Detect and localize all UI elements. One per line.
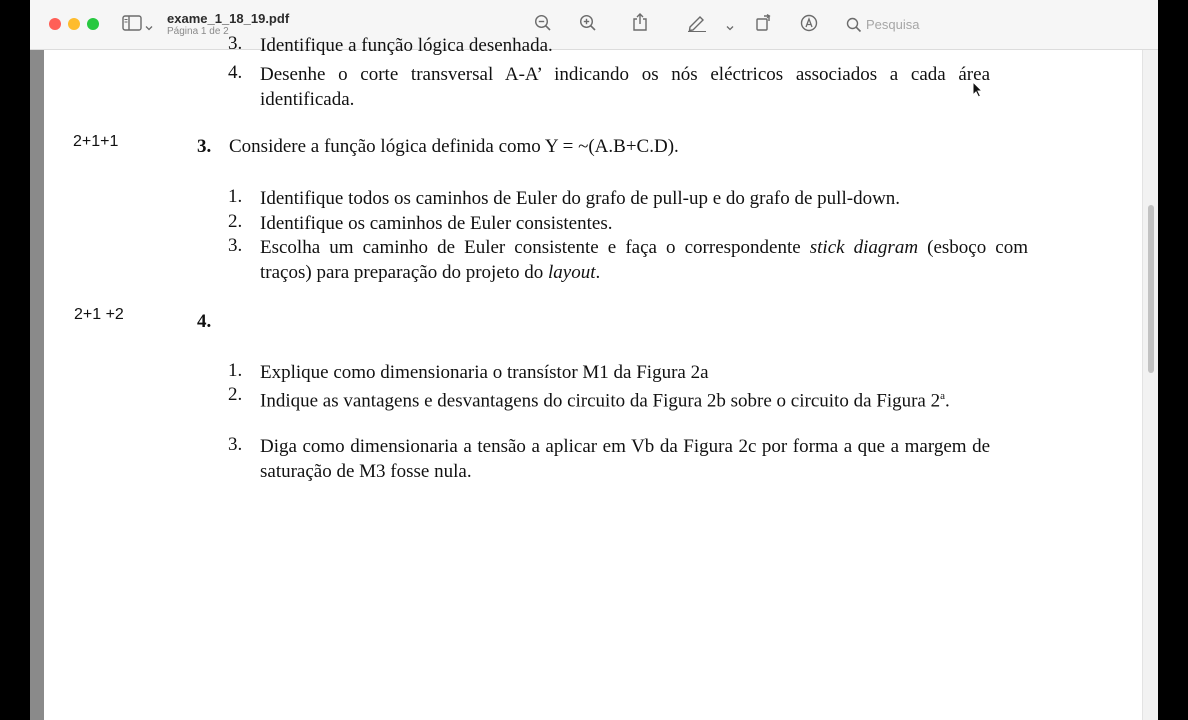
question-statement: Considere a função lógica definida como Y = ~(A.B+C.D). [229,136,679,157]
close-window-button[interactable] [49,18,61,30]
item-text: Identifique a função lógica desenhada. [260,35,553,56]
share-icon[interactable] [632,12,648,37]
search-placeholder: Pesquisa [866,17,920,32]
sidebar-icon[interactable] [122,15,142,36]
emphasis: stick diagram [809,237,919,258]
points-label: 2+1 +2 [74,306,124,323]
toolbar [30,0,1158,50]
search-icon [846,17,862,38]
search-field[interactable] [844,15,1004,35]
item-number: 2. [228,384,243,405]
markup-pen-icon[interactable] [687,14,707,37]
emphasis: layout [548,262,596,283]
item-text: Explique como dimensionaria o transístor M1 da Figura 2a [260,362,709,383]
question-number: 4. [197,311,212,332]
mouse-cursor-icon [972,81,983,103]
item-number: 3. [228,33,243,54]
zoom-window-button[interactable] [87,18,99,30]
annotate-icon[interactable] [800,14,818,37]
item-text: Diga como dimensionaria a tensão a aplicar em Vb da Figura 2c por forma a que a margem de saturação de M3 fosse nula. [260,436,990,482]
page-indicator: Página 1 de 2 [167,26,229,37]
question-number: 3. [197,136,212,157]
preview-window [30,0,1158,720]
sidebar-edge [30,50,44,720]
points-label: 2+1+1 [73,133,119,150]
vertical-scrollbar[interactable] [1142,50,1158,720]
item-number: 3. [228,235,243,256]
zoom-in-icon[interactable] [579,14,597,37]
item-number: 1. [228,360,243,381]
chevron-down-icon[interactable] [145,17,153,37]
chevron-down-icon[interactable] [726,17,734,37]
item-number: 3. [228,434,243,455]
rotate-icon[interactable] [755,14,773,37]
scrollbar-thumb[interactable] [1148,205,1154,373]
superscript: a [940,390,946,402]
item-text: Identifique os caminhos de Euler consistentes. [260,213,613,234]
item-text: Identifique todos os caminhos de Euler do grafo de pull-up e do grafo de pull-down. [260,188,901,209]
item-text: Indique as vantagens e desvantagens do circuito da Figura 2b sobre o circuito da Figura 2$^a$. [260,390,950,412]
document-page [30,33,1142,720]
item-text: Desenhe o corte transversal A-A’ indicando os nós eléctricos associados a cada área identificada. [260,64,990,110]
item-text: Escolha um caminho de Euler consistente e faça o correspondente stick diagram (esboço com traços) para preparação do projeto do layout. [260,237,1029,283]
item-number: 4. [228,62,243,83]
item-number: 1. [228,186,243,207]
item-number: 2. [228,211,243,232]
document-title: exame_1_18_19.pdf [167,11,290,26]
minimize-window-button[interactable] [68,18,80,30]
